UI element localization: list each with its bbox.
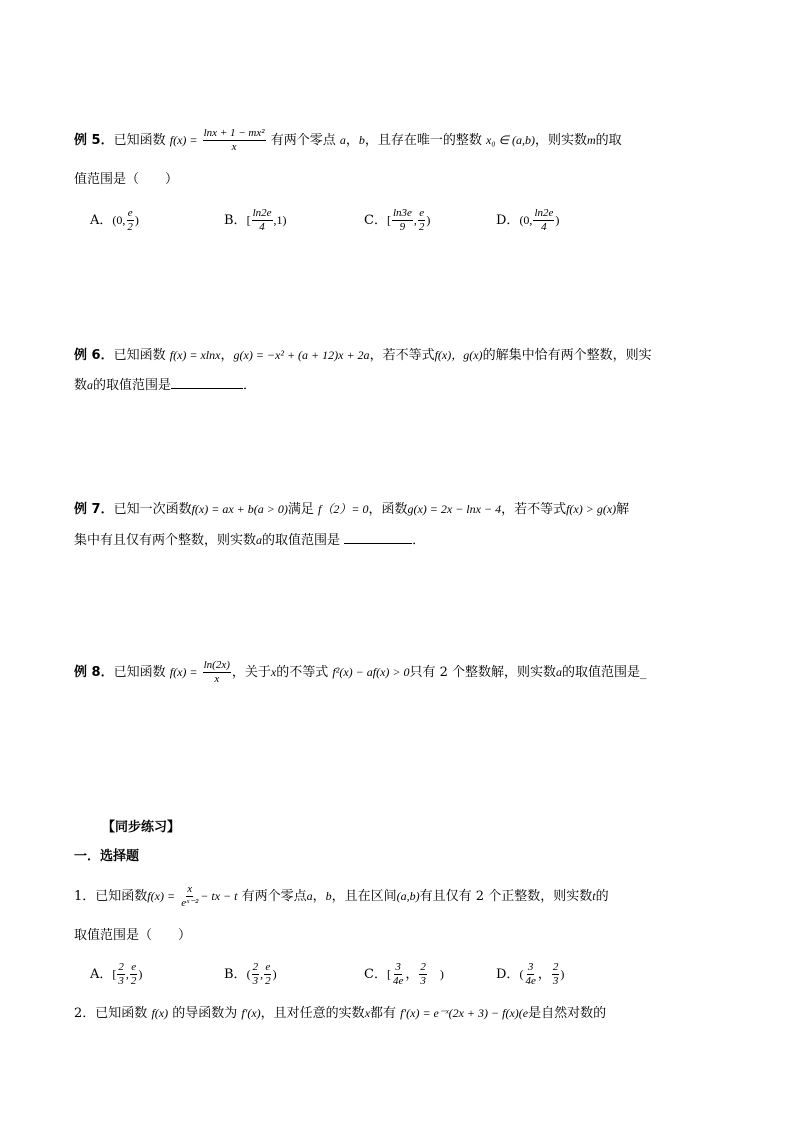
option-pre: (0, [112,213,126,227]
option-fraction [252,962,260,987]
q1-option-d [496,962,564,987]
ex6-f: f(x) = xlnx [169,348,221,362]
q1-label: 1． [74,889,96,904]
option-fraction-2 [552,962,560,987]
ex5-den: x [231,141,237,153]
ex8-fx: f(x) = [169,665,198,679]
option-den: 4 [541,221,547,233]
option-post: ,1) [273,213,287,227]
ex5-text1: 有两个零点 [270,133,336,148]
option-num: 3 [527,961,534,973]
option-den: 4e [525,975,536,987]
q1-line1 [74,884,609,909]
option-den2: 2 [130,975,137,987]
q1-a: a [306,889,313,903]
ex5-m: m [586,133,596,147]
ex5-text4: 的取 [595,133,622,148]
option-label: A． [90,967,113,982]
q1-text: 已知函数 [95,889,148,904]
option-fraction [533,208,554,233]
option-fraction [252,208,273,233]
option-den: 3 [252,975,259,987]
option-mid: ， [405,967,419,982]
option-label: C． [364,967,387,982]
answer-blank [171,376,243,389]
q1-rest: − tx − t [200,889,238,903]
option-num: ln2e [252,207,272,219]
q2-line1 [74,1003,606,1024]
ex8-den: x [214,673,220,685]
ex5-line1 [74,128,622,153]
ex8-text: 只有 2 个整数解，则实数 [409,665,557,680]
q1-option-a [90,962,142,987]
option-post: ) [138,967,143,981]
option-den: 3 [118,975,124,987]
ex6-label: 例 6． [74,348,114,363]
option-post: ) [427,967,444,981]
q1-num: x [187,883,193,895]
option-den: 2 [127,221,133,233]
q1-text: 有两个零点 [241,889,307,904]
option-num: e [127,207,133,219]
ex8-text: 已知函数 [113,665,166,680]
option-den2: 3 [552,975,559,987]
q1-line2: 取值范围是（ ） [74,928,192,943]
q1-text: ，且在区间 [331,889,397,904]
ex8-label: 例 8． [74,665,114,680]
option-post: ) [134,213,139,227]
ex8-x: x [270,665,277,679]
ex7-text: ，函数 [368,502,408,517]
ex7-text: ，若不等式 [501,502,567,517]
q1-option-c [364,962,444,987]
ex7-text: 解 [616,502,630,517]
ex6-ineq: f(x)，g(x) [434,348,483,362]
q1-fraction [180,884,199,909]
q1-fx: f(x) = [147,889,176,903]
q2-fp: f′(x) [241,1006,261,1020]
option-num2: e [265,961,271,973]
option-post: ) [426,213,431,227]
ex7-ineq: f(x) > g(x) [566,502,617,516]
option-pre: [ [112,967,117,981]
option-num: 3 [395,961,401,973]
ex5-line2: 值范围是（ ） [74,172,179,187]
option-num: 2 [252,961,259,973]
option-label: A． [90,213,113,228]
answer-blank [344,531,412,544]
section-subtitle: 一．选择题 [74,849,140,864]
option-pre: ( [246,967,251,981]
ex7-text: 的取值范围是 [262,533,341,548]
ex7-text: 已知一次函数 [113,502,192,517]
ex8-text: ，关于 [231,665,271,680]
option-post: ) [560,967,565,981]
q2-text: 是自然对数的 [528,1006,607,1021]
ex8-ineq: f²(x) − af(x) > 0 [332,665,410,679]
q2-text: 都有 [370,1006,397,1021]
ex8-fraction [203,660,231,685]
option-mid: ， [537,967,551,982]
q2-f: f(x) [151,1006,169,1020]
option-pre: ( [519,967,524,981]
q2-x: x [364,1006,371,1020]
ex6-a: a [87,378,94,392]
q1-interval: (a,b) [396,889,420,903]
q2-text: 已知函数 [95,1006,148,1021]
option-label: D． [496,967,520,982]
option-den: 9 [399,221,406,233]
option-den2: 2 [418,221,425,233]
option-fraction [524,962,536,987]
ex7-f: f(x) = ax + b(a > 0) [191,502,288,516]
ex5-comma: ， [345,133,359,148]
option-num: ln3e [392,207,412,219]
option-fraction-2 [264,962,272,987]
option-fraction [392,962,404,987]
q1-option-b [224,962,277,987]
option-num2: e [131,961,137,973]
ex7-a: a [256,533,263,547]
ex8-line1 [74,660,647,685]
q1-comma: ， [312,889,326,904]
option-mid: , [413,213,417,227]
ex7-f2: f（2）= 0 [318,502,369,516]
option-num2: 2 [420,961,426,973]
option-mid: , [125,967,129,981]
ex5-num: lnx + 1 − mx² [203,127,265,139]
ex5-a: a [339,133,346,147]
ex5-text2: ，且存在唯一的整数 [364,133,482,148]
option-pre: (0, [519,213,533,227]
q2-label: 2． [74,1006,96,1021]
q1-text: 有且仅有 2 个正整数，则实数 [419,889,593,904]
ex6-line2 [74,375,256,396]
ex6-text: 的解集中恰有两个整数，则实 [482,348,652,363]
ex7-end: ． [412,533,426,548]
ex5-option-c [364,208,430,233]
option-num2: e [419,207,425,219]
option-fraction-2 [418,208,426,233]
ex7-g: g(x) = 2x − lnx − 4 [407,502,502,516]
q1-text: 的 [595,889,609,904]
ex5-b: b [358,133,365,147]
option-post: ) [555,213,560,227]
ex8-text: 的取值范围是_ [562,665,647,680]
option-label: B． [224,213,247,228]
option-num: 2 [118,961,124,973]
ex8-num: ln(2x) [203,659,230,671]
option-pre: [ [386,213,391,227]
option-post: ) [272,967,277,981]
option-fraction [117,962,125,987]
option-pre: [ [246,213,251,227]
option-num2: 2 [552,961,559,973]
ex6-end: ． [243,378,257,393]
option-den: 4 [259,221,265,233]
option-label: B． [224,967,247,982]
ex7-line1 [74,499,629,520]
ex7-text: 满足 [287,502,314,517]
q2-text: ，且对任意的实数 [260,1006,365,1021]
option-den: 4e [392,975,404,987]
ex6-sep: ， [220,348,234,363]
ex6-line1 [74,345,652,366]
q2-eq: f′(x) = e⁻ˣ(2x + 3) − f(x)(e [400,1006,529,1020]
option-label: D． [496,213,520,228]
ex8-a: a [556,665,563,679]
ex5-x0: x₀ ∈ (a,b) [486,133,535,147]
option-num: ln2e [534,207,554,219]
ex5-option-a [90,208,139,233]
option-label: C． [364,213,387,228]
ex5-label: 例 5． [74,133,114,148]
option-den2: 3 [420,975,426,987]
option-fraction-2 [419,962,427,987]
q2-text: 的导函数为 [172,1006,238,1021]
ex7-line2 [74,530,425,551]
ex5-fraction [203,128,266,153]
option-fraction [392,208,413,233]
q1-den: eˣ⁻² [181,897,199,909]
ex5-fx: f(x) = [169,133,198,147]
ex5-text3: ，则实数 [534,133,587,148]
ex7-text: 集中有且仅有两个整数，则实数 [74,533,257,548]
q1-b: b [325,889,332,903]
ex5-option-d [496,208,559,233]
q1-t: t [592,889,596,903]
option-mid: , [260,967,264,981]
option-fraction [126,208,134,233]
ex7-label: 例 7． [74,502,114,517]
ex8-text: 的不等式 [276,665,329,680]
ex5-intro: 已知函数 [113,133,166,148]
ex6-g: g(x) = −x² + (a + 12)x + 2a [233,348,370,362]
ex5-option-b [224,208,287,233]
ex6-text: 已知函数 [113,348,166,363]
section-title: 【同步练习】 [102,820,181,835]
ex6-text: ，若不等式 [369,348,435,363]
option-den2: 2 [265,975,271,987]
ex6-text: 的取值范围是 [93,378,172,393]
ex6-text: 数 [74,378,88,393]
option-fraction-2 [130,962,138,987]
option-pre: [ [386,967,391,981]
